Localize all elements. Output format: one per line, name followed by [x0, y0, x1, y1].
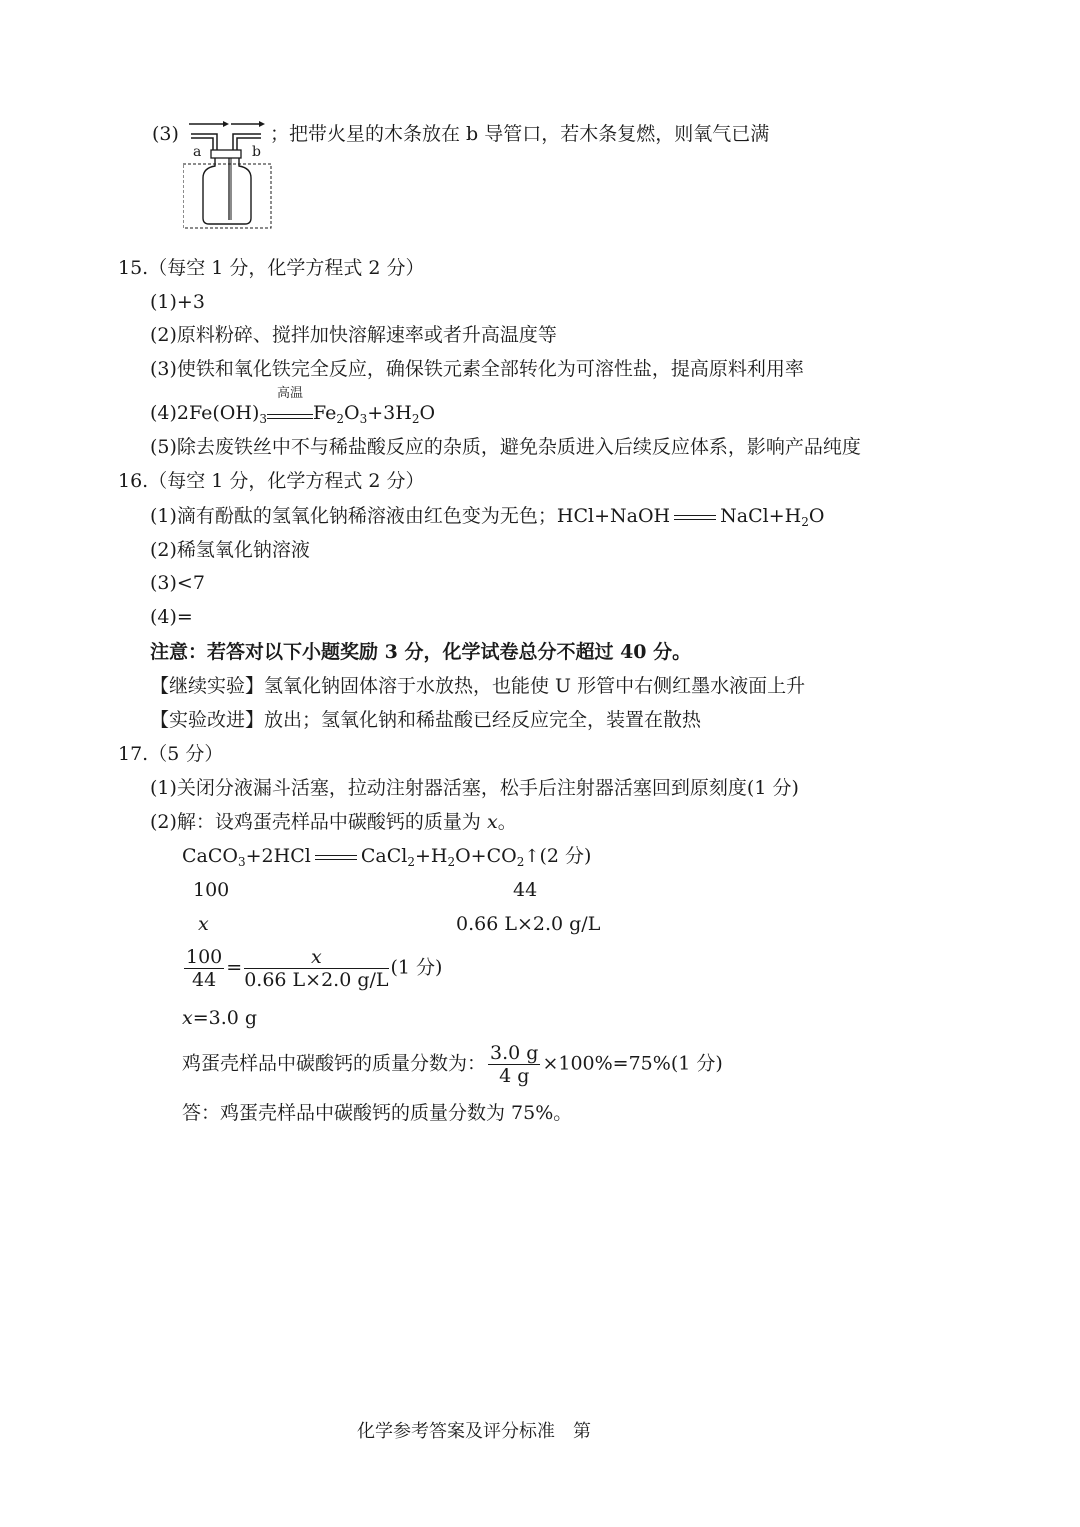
q14-3-answer: ；把带火星的木条放在 b 导管口，若木条复燃，则氧气已满 — [270, 123, 770, 145]
q15-a4-r2: O — [344, 402, 360, 424]
q15-answer-2: (2)原料粉碎、搅拌加快溶解速率或者升高温度等 — [150, 324, 557, 346]
mass-fraction-den: 4 g — [499, 1065, 530, 1087]
q15-answer-3: (3)使铁和氧化铁完全反应，确保铁元素全部转化为可溶性盐，提高原料利用率 — [150, 358, 804, 380]
q15-a4-left: 2Fe(OH) — [176, 402, 260, 424]
ratio-score: (1 分) — [390, 956, 443, 979]
condition-text: 高温 — [277, 386, 304, 401]
q17-a2-text: (2)解：设鸡蛋壳样品中碳酸钙的质量为 — [150, 811, 481, 833]
ratio-num-left: 100 — [186, 946, 223, 968]
double-equals-bar — [674, 515, 716, 520]
ratio-fraction-left — [184, 946, 224, 991]
eq-l1: CaCO — [182, 845, 238, 867]
q16-continue-experiment: 【继续实验】氢氧化钠固体溶于水放热，也能使 U 形管中右侧红墨水液面上升 — [150, 675, 806, 697]
result-var: x — [182, 1007, 193, 1029]
q14-3-number: (3) — [152, 123, 179, 145]
mass-fraction-num: 3.0 g — [490, 1042, 539, 1064]
reaction-condition — [267, 386, 313, 419]
ratio-equals: = — [226, 956, 243, 979]
q15-a4-r1-sub: 2 — [336, 412, 345, 426]
gas-collection-bottle-diagram — [183, 114, 278, 232]
q15-a4-r2-sub: 3 — [359, 412, 368, 426]
eq-r3: O+CO — [455, 845, 517, 867]
q15-a4-num: (4) — [150, 402, 177, 424]
q15-a4-r3-sub: 2 — [411, 412, 420, 426]
double-equals-bar — [267, 414, 313, 419]
mass-fraction-text: 鸡蛋壳样品中碳酸钙的质量分数为： — [182, 1052, 487, 1075]
q15-a4-r3: +3H — [367, 402, 412, 424]
q16-header: 16.（每空 1 分，化学方程式 2 分） — [118, 470, 425, 492]
q16-experiment-improvement: 【实验改进】放出；氢氧化钠和稀盐酸已经反应完全，装置在散热 — [150, 709, 702, 731]
molar-mass-caco3: 100 — [193, 879, 230, 901]
q15-answer-5: (5)除去废铁丝中不与稀盐酸反应的杂质，避免杂质进入后续反应体系，影响产品纯度 — [150, 436, 861, 458]
mass-fraction — [488, 1042, 540, 1087]
q17-a2-var: x — [486, 811, 498, 833]
result-value: =3.0 g — [192, 1007, 258, 1029]
ratio-num-right: x — [244, 946, 388, 969]
q16-answer-4: (4)= — [150, 606, 193, 628]
q15-answer-1: (1)+3 — [150, 291, 205, 313]
ratio-den-left: 44 — [192, 969, 217, 991]
eq-r3-sub: 2 — [516, 855, 525, 869]
q15-answer-4-equation — [150, 386, 436, 431]
mass-fraction-end: ×100%=75%(1 分) — [542, 1052, 723, 1075]
q17-a2-end: 。 — [497, 811, 517, 833]
q15-header: 15.（每空 1 分，化学方程式 2 分） — [118, 257, 425, 279]
q16-a1-prod: NaCl+H — [720, 505, 802, 527]
q17-equation — [182, 844, 591, 874]
q16-answer-3: (3)<7 — [150, 572, 205, 594]
q17-header: 17.（5 分） — [118, 743, 224, 765]
eq-r1: CaCl — [360, 845, 408, 867]
label-a: a — [193, 144, 202, 160]
eq-r2-sub: 2 — [447, 855, 456, 869]
eq-l1-sub: 3 — [237, 855, 246, 869]
eq-r2: +H — [414, 845, 448, 867]
q16-a1-text: (1)滴有酚酞的氢氧化钠稀溶液由红色变为无色；HCl+NaOH — [150, 505, 671, 527]
ratio-den-right: 0.66 L×2.0 g/L — [244, 969, 389, 991]
result-line — [182, 1006, 257, 1030]
q16-a1-prod-sub: 2 — [801, 515, 809, 529]
molar-mass-co2: 44 — [513, 879, 538, 901]
q15-a4-r4: O — [419, 402, 436, 424]
eq-l2: +2HCl — [245, 845, 311, 867]
page-footer: 化学参考答案及评分标准 第 — [357, 1421, 591, 1442]
q15-a4-left-sub: 3 — [259, 412, 268, 426]
co2-mass-expression: 0.66 L×2.0 g/L — [456, 913, 601, 935]
q16-answer-1 — [150, 504, 824, 534]
q16-a1-prod-end: O — [808, 505, 825, 527]
eq-score: (2 分) — [539, 845, 592, 867]
q15-a4-r1: Fe — [313, 402, 337, 424]
eq-r1-sub: 2 — [407, 855, 415, 869]
gas-up-arrow-icon: ↑ — [524, 846, 540, 867]
unknown-x: x — [198, 913, 209, 935]
double-equals-bar — [315, 855, 357, 860]
final-answer: 答：鸡蛋壳样品中碳酸钙的质量分数为 75%。 — [182, 1102, 573, 1124]
q16-bonus-note: 注意：若答对以下小题奖励 3 分，化学试卷总分不超过 40 分。 — [150, 641, 692, 663]
label-b: b — [252, 144, 261, 160]
q17-answer-1: (1)关闭分液漏斗活塞，拉动注射器活塞，松手后注射器活塞回到原刻度(1 分) — [150, 777, 799, 799]
mass-fraction-line — [182, 1042, 723, 1087]
ratio-fraction-right — [244, 946, 388, 991]
q17-answer-2 — [150, 810, 517, 834]
ratio-equation — [182, 946, 442, 991]
q16-answer-2: (2)稀氢氧化钠溶液 — [150, 539, 310, 561]
